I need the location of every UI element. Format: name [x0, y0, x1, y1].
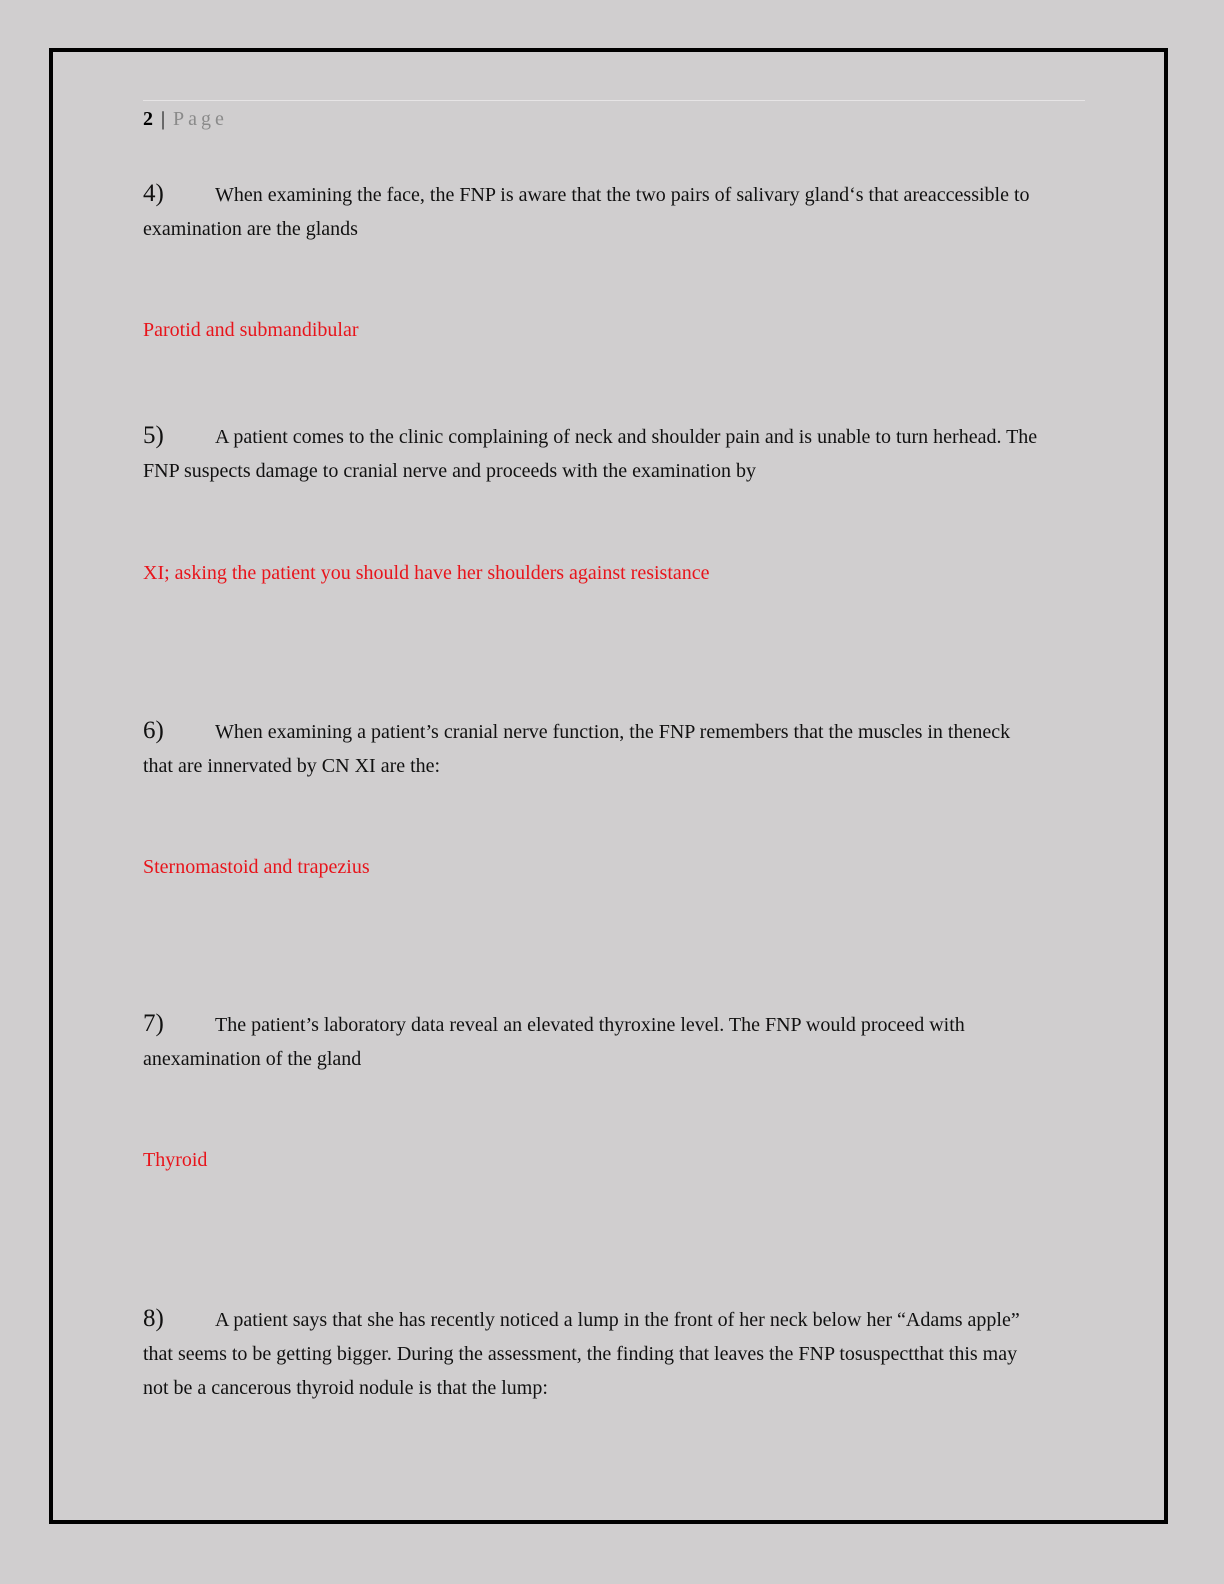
question-5	[143, 419, 1043, 488]
question-number: 5)	[143, 422, 164, 449]
question-text: When examining the face, the FNP is aware that the two pairs of salivary gland‘s that areaccessible to examination are the glands	[143, 184, 1030, 240]
question-8	[143, 1302, 1043, 1405]
page-number: 2	[143, 108, 153, 130]
question-text: A patient says that she has recently noticed a lump in the front of her neck below her “Adams apple” that seems to be getting bigger. During the assessment, the finding that leaves the FNP tosuspectthat this may not be a cancerous thyroid nodule is that the lump:	[143, 1309, 1020, 1399]
page-header	[143, 106, 228, 132]
question-text: A patient comes to the clinic complaining of neck and shoulder pain and is unable to turn herhead. The FNP suspects damage to cranial nerve and proceeds with the examination by	[143, 426, 1038, 482]
question-number: 6)	[143, 717, 164, 744]
header-divider	[143, 100, 1085, 101]
question-number: 4)	[143, 180, 164, 207]
question-6	[143, 714, 1043, 783]
question-text: When examining a patient’s cranial nerve function, the FNP remembers that the muscles in theneck that are innervated by CN XI are the:	[143, 721, 1011, 777]
page-label: Page	[173, 108, 228, 130]
question-4	[143, 177, 1043, 246]
question-text: The patient’s laboratory data reveal an elevated thyroxine level. The FNP would proceed with anexamination of the gland	[143, 1014, 965, 1070]
question-number: 7)	[143, 1010, 164, 1037]
question-7	[143, 1007, 1043, 1076]
answer-6: Sternomastoid and trapezius	[143, 856, 370, 878]
page-separator: |	[161, 108, 166, 130]
question-number: 8)	[143, 1305, 164, 1332]
answer-5: XI; asking the patient you should have her shoulders against resistance	[143, 562, 710, 584]
answer-7: Thyroid	[143, 1149, 208, 1171]
answer-4: Parotid and submandibular	[143, 319, 359, 341]
